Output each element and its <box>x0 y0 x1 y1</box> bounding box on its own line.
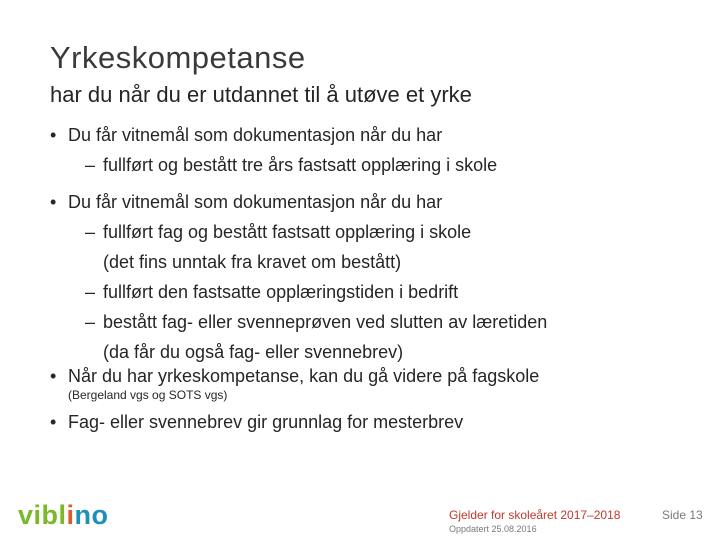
slide-subtitle: har du når du er utdannet til å utøve et yrke <box>50 82 472 107</box>
schools-note: (Bergeland vgs og SOTS vgs) <box>68 388 228 402</box>
bullet-text: (det fins unntak fra kravet om bestått) <box>103 252 402 272</box>
bullet-item <box>50 125 442 146</box>
dash-marker: – <box>85 155 96 175</box>
dash-marker: – <box>85 222 96 242</box>
sub-bullet-item <box>85 222 471 243</box>
bullet-text: (da får du også fag- eller svennebrev) <box>103 342 404 362</box>
bullet-text: Når du har yrkeskompetanse, kan du gå videre på fagskole <box>68 366 540 386</box>
dash-marker: – <box>85 312 96 332</box>
bullet-item <box>50 366 539 387</box>
bullet-marker: • <box>50 366 57 386</box>
sub-bullet-item <box>85 282 458 303</box>
bullet-text: bestått fag- eller svenneprøven ved slutten av læretiden <box>103 312 548 332</box>
bullet-item <box>50 192 442 213</box>
bullet-text: fullført og bestått tre års fastsatt opplæring i skole <box>103 155 498 175</box>
bullet-text: Du får vitnemål som dokumentasjon når du har <box>68 125 443 145</box>
sub-bullet-item <box>85 312 547 333</box>
logo-text-part1: vibl <box>18 500 67 530</box>
bullet-text: Du får vitnemål som dokumentasjon når du har <box>68 192 443 212</box>
bullet-text: fullført den fastsatte opplæringstiden i bedrift <box>103 282 459 302</box>
page-number: Side 13 <box>662 508 703 522</box>
logo-text-part2: i <box>66 500 75 530</box>
slide-title: Yrkeskompetanse <box>50 40 306 75</box>
bullet-text: Fag- eller svennebrev gir grunnlag for mesterbrev <box>68 412 464 432</box>
logo-text-part3: no <box>74 500 109 530</box>
vilbino-logo <box>18 500 109 531</box>
updated-date: Oppdatert 25.08.2016 <box>449 524 537 534</box>
school-year-note: Gjelder for skoleåret 2017–2018 <box>449 508 621 522</box>
bullet-marker: • <box>50 125 57 145</box>
continuation-line <box>103 252 401 273</box>
dash-marker: – <box>85 282 96 302</box>
sub-bullet-item <box>85 155 497 176</box>
bullet-item <box>50 412 463 433</box>
bullet-marker: • <box>50 412 57 432</box>
bullet-text: fullført fag og bestått fastsatt opplæring i skole <box>103 222 472 242</box>
bullet-marker: • <box>50 192 57 212</box>
continuation-line <box>103 342 403 363</box>
